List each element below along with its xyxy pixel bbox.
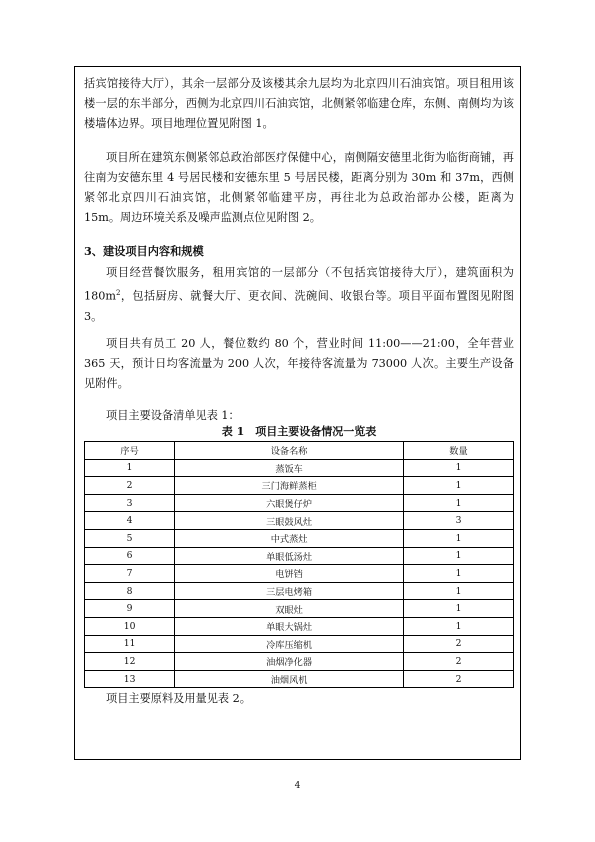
paragraph-equipment-intro: 项目主要设备清单见表 1： xyxy=(106,409,240,422)
cell-index: 11 xyxy=(85,635,175,653)
table-row xyxy=(85,600,514,618)
scope-text-before: 项目经营餐饮服务，租用宾馆的一层部分（不包括宾馆接待大厅），建筑面积为 180m xyxy=(84,266,514,303)
cell-index: 6 xyxy=(85,547,175,565)
cell-equipment-name: 单眼低汤灶 xyxy=(175,547,404,565)
cell-quantity: 2 xyxy=(403,670,513,688)
cell-index: 12 xyxy=(85,653,175,671)
cell-equipment-name: 单眼大锅灶 xyxy=(175,617,404,635)
cell-index: 3 xyxy=(85,494,175,512)
paragraph-scope xyxy=(84,263,514,327)
table-row xyxy=(85,653,514,671)
cell-equipment-name: 六眼煲仔炉 xyxy=(175,494,404,512)
cell-equipment-name: 冷库压缩机 xyxy=(175,635,404,653)
cell-quantity: 1 xyxy=(403,565,513,583)
table-row xyxy=(85,617,514,635)
cell-quantity: 1 xyxy=(403,582,513,600)
cell-equipment-name: 电饼铛 xyxy=(175,565,404,583)
cell-index: 8 xyxy=(85,582,175,600)
header-quantity: 数量 xyxy=(403,442,513,460)
equipment-table xyxy=(84,441,514,688)
cell-index: 10 xyxy=(85,617,175,635)
cell-equipment-name: 中式蒸灶 xyxy=(175,529,404,547)
table-row xyxy=(85,477,514,495)
scope-text-after: ，包括厨房、就餐大厅、更衣间、洗碗间、收银台等。项目平面布置图见附图 3。 xyxy=(84,289,514,323)
cell-index: 4 xyxy=(85,512,175,530)
paragraph-surroundings: 项目所在建筑东侧紧邻总政治部医疗保健中心，南侧隔安德里北街为临街商铺，再往南为安德东里 4 号居民楼和安德东里 5 号居民楼，距离分别为 30m 和 37m，西侧紧邻北京四川石油宾馆，北侧紧邻临建平房，再往北为总政治部办公楼，距离为 15m。周边环境关系及噪声监测点位见附图 2。 xyxy=(84,151,514,224)
cell-index: 13 xyxy=(85,670,175,688)
table-row xyxy=(85,459,514,477)
table-row xyxy=(85,635,514,653)
section-heading: 3、建设项目内容和规模 xyxy=(84,244,204,258)
cell-equipment-name: 双眼灶 xyxy=(175,600,404,618)
cell-index: 9 xyxy=(85,600,175,618)
table-row xyxy=(85,565,514,583)
cell-equipment-name: 三层电烤箱 xyxy=(175,582,404,600)
cell-quantity: 1 xyxy=(403,547,513,565)
cell-quantity: 1 xyxy=(403,617,513,635)
table-row xyxy=(85,547,514,565)
cell-index: 5 xyxy=(85,529,175,547)
table-row xyxy=(85,529,514,547)
paragraph-operations: 项目共有员工 20 人，餐位数约 80 个，营业时间 11:00——21:00，全年营业 365 天，预计日均客流量为 200 人次，年接待客流量为 73000 人次。主要生产设备见附件。 xyxy=(84,337,514,390)
cell-quantity: 2 xyxy=(403,635,513,653)
cell-equipment-name: 三门海鲜蒸柜 xyxy=(175,477,404,495)
table-header-row xyxy=(85,442,514,460)
cell-index: 2 xyxy=(85,477,175,495)
table-row xyxy=(85,582,514,600)
cell-quantity: 1 xyxy=(403,529,513,547)
cell-index: 1 xyxy=(85,459,175,477)
cell-equipment-name: 蒸饭车 xyxy=(175,459,404,477)
cell-equipment-name: 油烟净化器 xyxy=(175,653,404,671)
cell-equipment-name: 三眼鼓风灶 xyxy=(175,512,404,530)
paragraph-location-1: 括宾馆接待大厅），其余一层部分及该楼其余九层均为北京四川石油宾馆。项目租用该楼一层的东半部分，西侧为北京四川石油宾馆，北侧紧邻临建仓库，东侧、南侧均为该楼墙体边界。项目地理位置见附图 1。 xyxy=(84,77,514,130)
area-superscript: 2 xyxy=(115,289,121,297)
table-row xyxy=(85,494,514,512)
header-index: 序号 xyxy=(85,442,175,460)
table-row xyxy=(85,670,514,688)
header-equipment-name: 设备名称 xyxy=(175,442,404,460)
cell-quantity: 1 xyxy=(403,494,513,512)
page-number: 4 xyxy=(294,781,301,791)
table-caption: 表 1 项目主要设备情况一览表 xyxy=(221,425,377,438)
paragraph-materials-intro: 项目主要原料及用量见表 2。 xyxy=(106,692,251,705)
cell-quantity: 3 xyxy=(403,512,513,530)
cell-quantity: 1 xyxy=(403,477,513,495)
cell-quantity: 2 xyxy=(403,653,513,671)
table-row xyxy=(85,512,514,530)
cell-quantity: 1 xyxy=(403,600,513,618)
cell-quantity: 1 xyxy=(403,459,513,477)
cell-index: 7 xyxy=(85,565,175,583)
cell-equipment-name: 油烟风机 xyxy=(175,670,404,688)
